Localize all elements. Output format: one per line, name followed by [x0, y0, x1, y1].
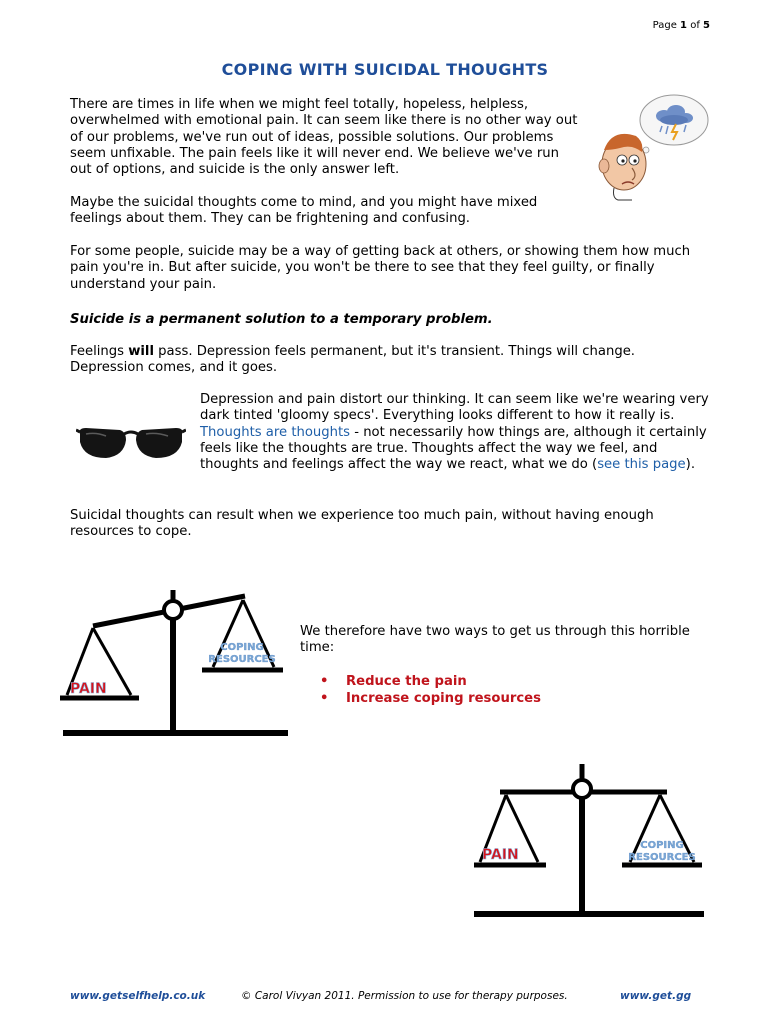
pain-label: PAIN — [482, 847, 519, 863]
two-ways-paragraph: We therefore have two ways to get us through this horrible time: — [300, 624, 690, 656]
pain-label: PAIN — [70, 681, 107, 697]
see-this-page-link[interactable]: see this page — [597, 457, 686, 473]
suicidal-thoughts-paragraph: Suicidal thoughts can result when we experience too much pain, without having enough resources to cope. — [70, 508, 654, 540]
strategy-list — [318, 673, 541, 707]
worried-man-illustration — [592, 92, 712, 202]
bullet-icon: • — [320, 691, 329, 706]
gloomy-specs-paragraph: Depression and pain distort our thinking. It can seem like we're wearing very dark tinted 'gloomy specs'. Everything looks different to how it really is. Thoughts are thoughts - not necessarily how things are, although it certainly feels like the thoughts are true. Thoughts affect the way we feel, and thoughts and feelings affect the way we react, what we do (see this page). — [200, 392, 709, 473]
scale-pain-heavier — [55, 578, 305, 743]
thoughts-are-thoughts-link[interactable]: Thoughts are thoughts — [200, 424, 351, 440]
footer-copyright: © Carol Vivyan 2011. Permission to use for therapy purposes. — [241, 990, 568, 1002]
coping-label-line2: RESOURCES — [628, 852, 696, 863]
page-title: COPING WITH SUICIDAL THOUGHTS — [221, 60, 549, 79]
intro-paragraph: There are times in life when we might feel totally, hopeless, helpless, overwhelmed with emotional pain. It can seem like there is no other way out of our problems, we've run out of ideas, possible solutions. Our problems seem unfixable. The pain feels like it will never end. We believe we've run out of options, and suicide is the only answer left. — [70, 97, 578, 178]
coping-label-line1: COPING — [640, 840, 684, 851]
getting-back-paragraph: For some people, suicide may be a way of getting back at others, or showing them how much pain you're in. But after suicide, you won't be there to see that they feel guilty, or finally understand your pain. — [70, 244, 691, 292]
mixed-feelings-paragraph: Maybe the suicidal thoughts come to mind, and you might have mixed feelings about them. They can be frightening and confusing. — [70, 195, 538, 227]
footer-short-link[interactable]: www.get.gg — [620, 990, 692, 1002]
bullet-icon: • — [320, 674, 329, 689]
list-item: • Reduce the pain — [320, 674, 467, 689]
coping-label-line2: RESOURCES — [208, 654, 276, 665]
list-item: • Increase coping resources — [320, 691, 541, 706]
coping-label-line1: COPING — [220, 642, 264, 653]
sunglasses-image — [76, 420, 186, 466]
feelings-pass-paragraph: Feelings will pass. Depression feels permanent, but it's transient. Things will change. Depression comes, and it goes. — [70, 344, 635, 376]
footer-website-link[interactable]: www.getselfhelp.co.uk — [70, 990, 206, 1002]
scale-balanced — [472, 762, 712, 922]
key-message: Suicide is a permanent solution to a temporary problem. — [70, 312, 493, 327]
page-number: Page 1 of 5 — [652, 20, 710, 31]
